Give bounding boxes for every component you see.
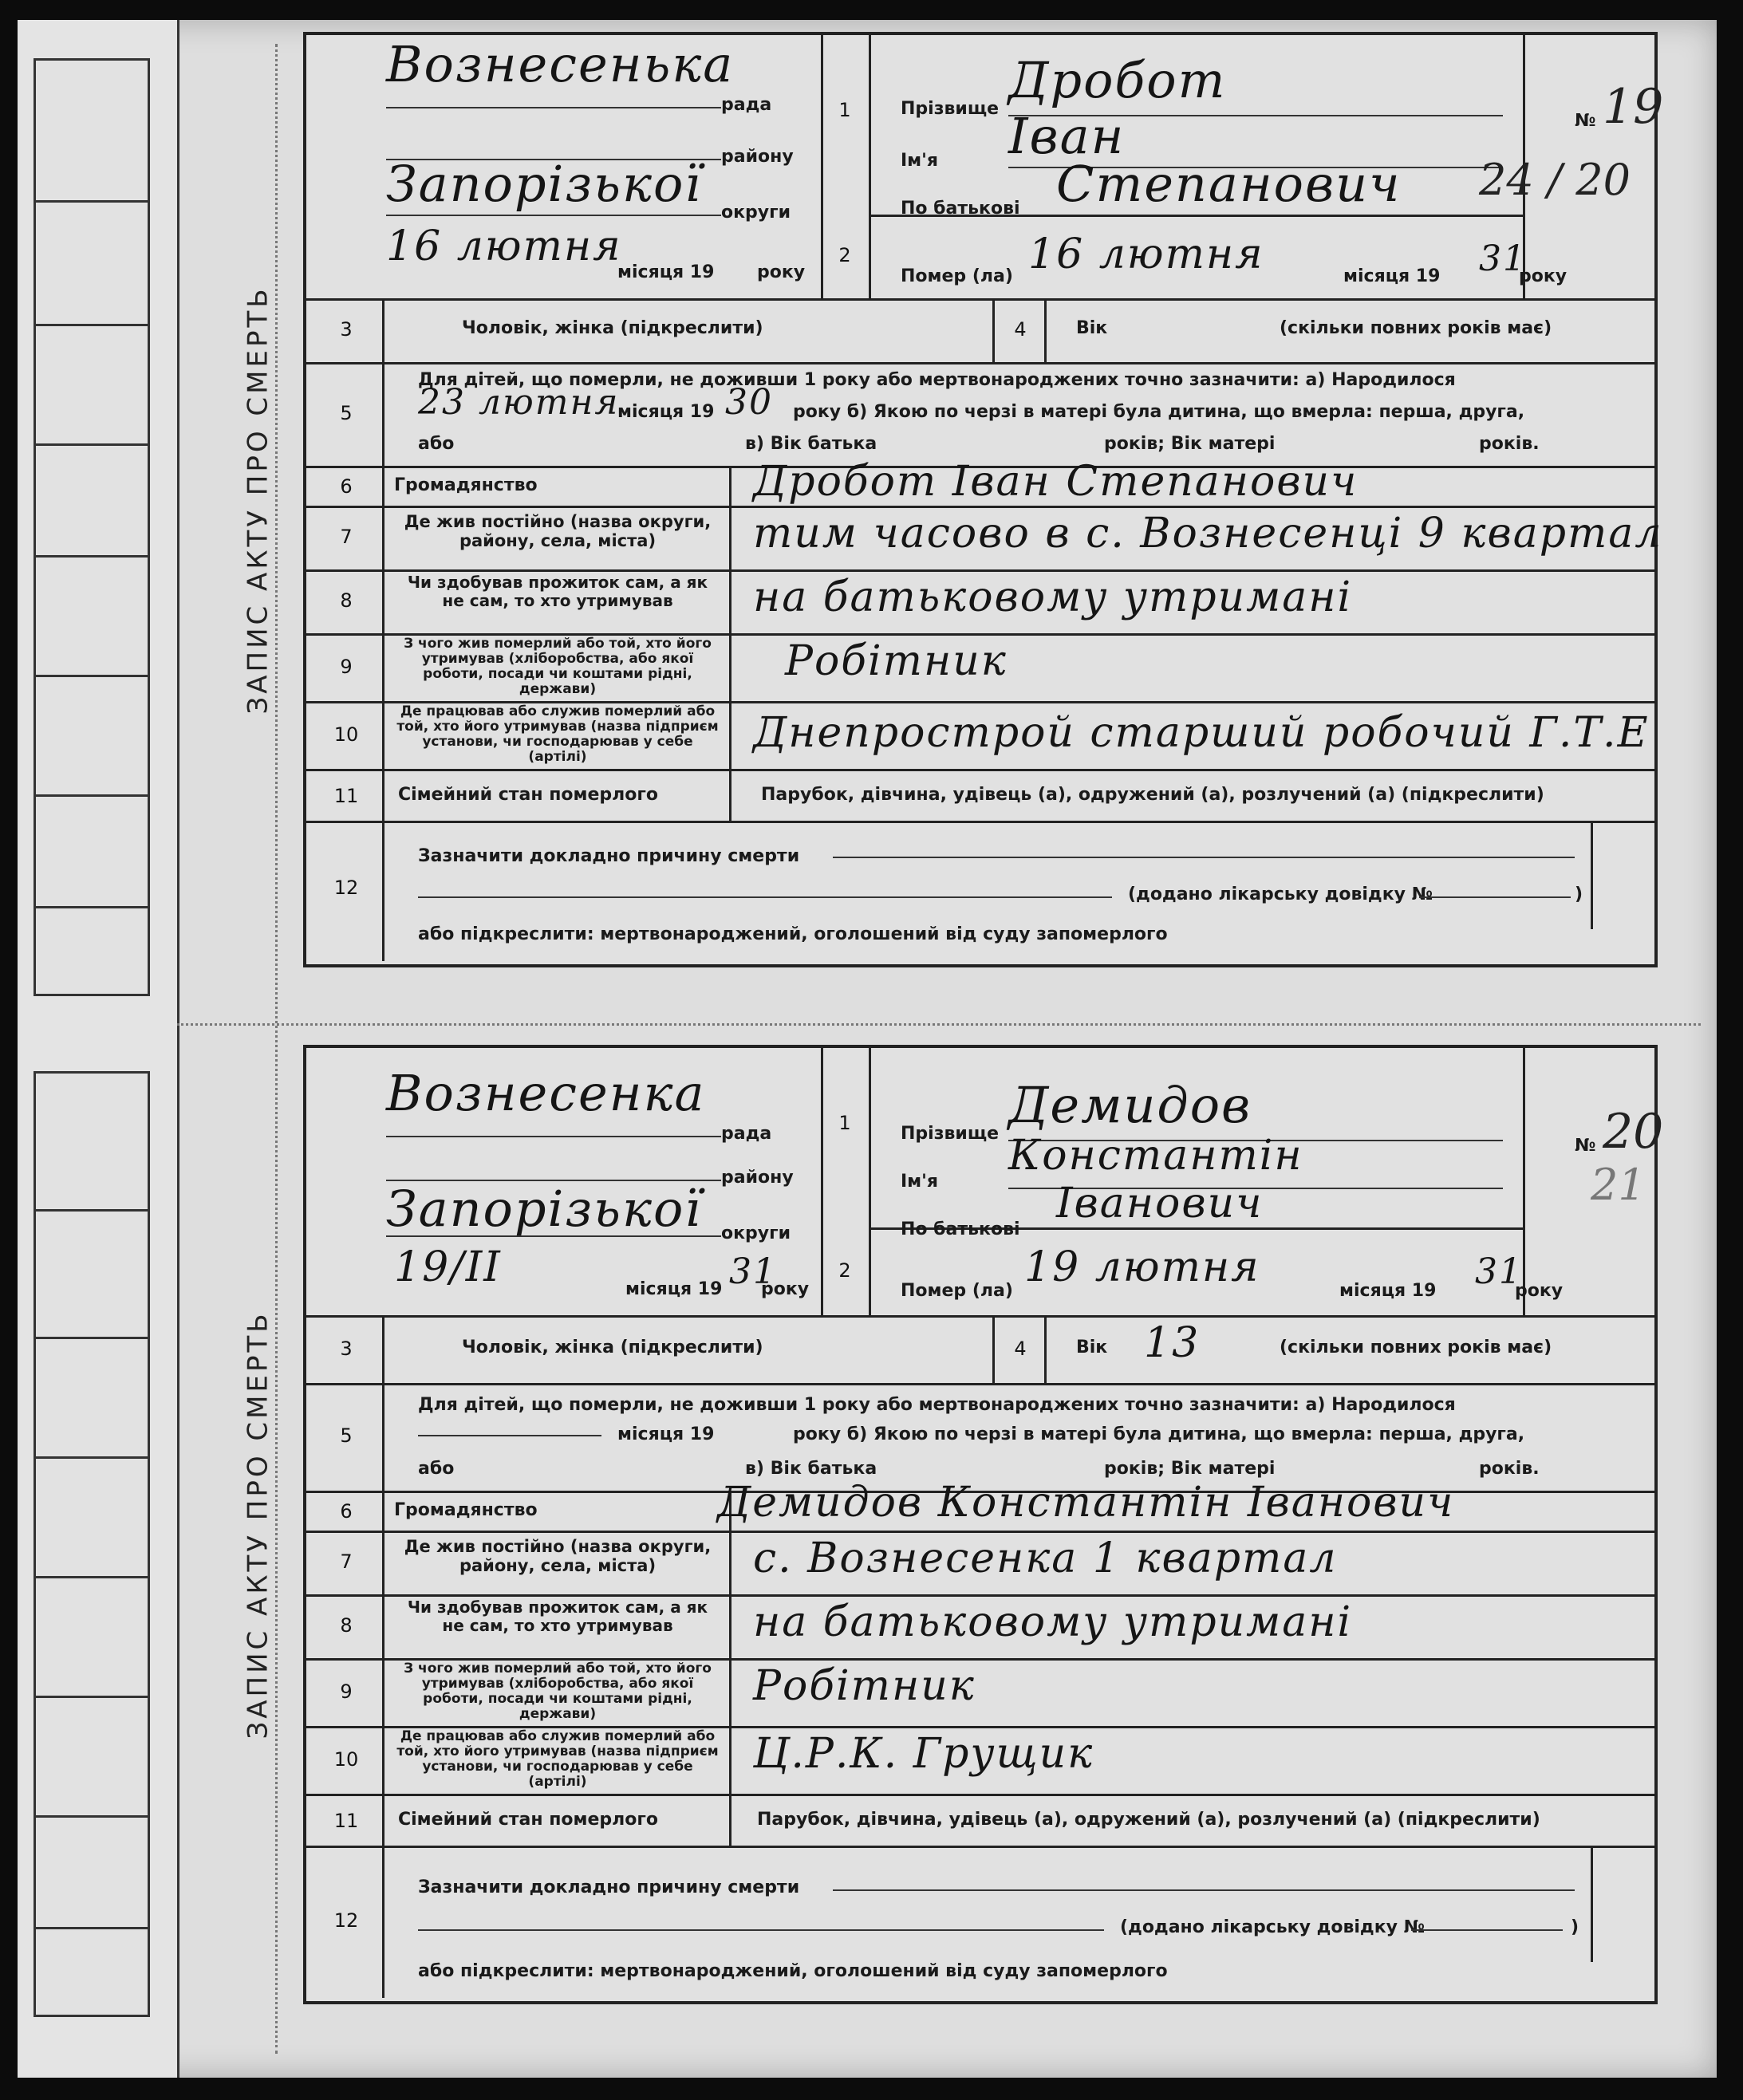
perforation-horizontal [177, 1023, 1701, 1026]
cause-label: Зазначити докладно причину смерти [418, 846, 800, 866]
roku-label: року [757, 262, 806, 282]
children-instr-3c: років; Вік матері [1104, 1459, 1276, 1479]
children-instr-3d: років. [1479, 1459, 1540, 1479]
surname-label: Прізвище [901, 1124, 1000, 1144]
number-sign: № [1575, 1136, 1596, 1156]
row-number: 11 [333, 785, 359, 807]
children-instr-2b: року б) Якою по черзі в матері була дитина, що вмерла: перша, друга, [793, 402, 1525, 422]
children-instr-3a: або [418, 434, 455, 454]
died-year-value: 31 [1475, 1251, 1523, 1292]
row-workplace [306, 701, 1654, 771]
children-instr-3b: в) Вік батька [745, 434, 877, 454]
row-sex-age [306, 1315, 1654, 1385]
row-number: 7 [340, 1550, 353, 1573]
rada-label: рада [721, 95, 772, 115]
row-number: 12 [333, 1909, 359, 1932]
workplace-label: Де працював або служив померлий або той, хто його утримував (назва підприєм установи, чи господарював у себе (артілі) [396, 1728, 719, 1790]
row-number: 3 [340, 318, 353, 341]
rayonu-label: району [721, 147, 794, 167]
certificate-close: ) [1575, 885, 1583, 904]
row-source [306, 1658, 1654, 1728]
workplace-value: Ц.Р.К. Грущик [753, 1730, 1094, 1778]
children-instr-1: Для дітей, що померли, не доживши 1 року або мертвонароджених точно зазначити: а) Народилося [418, 370, 1456, 390]
rada-label: рада [721, 1124, 772, 1144]
citizenship-value: Дробот Іван Степанович [753, 458, 1359, 506]
death-record-1 [243, 32, 1664, 967]
livelihood-value: на батьковому утримані [753, 1598, 1353, 1646]
livelihood-value: на батьковому утримані [753, 573, 1353, 621]
row-number: 10 [333, 723, 359, 746]
age-hint: (скільки повних років має) [1280, 318, 1552, 338]
row-number: 4 [1014, 1338, 1027, 1360]
record-number: 19 [1603, 79, 1664, 135]
okruhy-label: округи [721, 203, 791, 223]
citizenship-label: Громадянство [394, 1500, 538, 1520]
name-value: Константін [1008, 1132, 1303, 1180]
certificate-close: ) [1571, 1917, 1579, 1937]
row-number: 8 [340, 1614, 353, 1637]
row-sex-age [306, 298, 1654, 364]
month-label: місяця 19 [617, 262, 715, 282]
row-number: 5 [340, 1424, 353, 1447]
residence-value: с. Вознесенка 1 квартал [753, 1535, 1338, 1582]
source-label: З чого жив померлий або той, хто його утримував (хліборобства, або якої роботи, посади чи коштами рідні, держави) [404, 1661, 712, 1722]
age-value: 13 [1144, 1319, 1201, 1367]
row-citizenship [306, 1479, 1654, 1533]
row-number: 10 [333, 1748, 359, 1771]
residence-label: Де жив постійно (назва округи, району, села, міста) [404, 1537, 712, 1575]
citizenship-label: Громадянство [394, 475, 538, 495]
birth-date-value: 23 лютня [418, 382, 620, 423]
row-number: 9 [340, 656, 353, 678]
died-month-label: місяця 19 [1339, 1281, 1437, 1301]
adjacent-grid-top [34, 58, 150, 996]
patronymic-value: Іванович [1056, 1180, 1264, 1227]
livelihood-label: Чи здобував прожиток сам, а як не сам, то хто утримував [407, 573, 708, 610]
children-instr-1: Для дітей, що померли, не доживши 1 року або мертвонароджених точно зазначити: а) Народилося [418, 1395, 1456, 1415]
died-date-value: 16 лютня [1028, 230, 1264, 278]
surname-value: Дробот [1008, 51, 1227, 109]
source-label: З чого жив померлий або той, хто його утримував (хліборобства, або якої роботи, посади чи коштами рідні, держави) [404, 636, 712, 697]
row-number: 6 [340, 1500, 353, 1523]
roku-label: року [761, 1279, 810, 1299]
marital-options: Парубок, дівчина, удівець (а), одружений (а), розлучений (а) (підкреслити) [757, 1810, 1540, 1830]
okruhy-label: округи [721, 1223, 791, 1243]
died-roku-label: року [1519, 266, 1568, 286]
residence-value: тим часово в с. Вознесенці 9 квартал [753, 510, 1663, 558]
row-number: 9 [340, 1680, 353, 1703]
row-number: 2 [838, 1259, 851, 1282]
row-children [306, 1383, 1654, 1493]
died-date-value: 19 лютня [1024, 1243, 1260, 1291]
died-roku-label: року [1515, 1281, 1564, 1301]
row-number: 3 [340, 1338, 353, 1360]
row-cause [306, 1846, 1654, 1998]
source-value: Робітник [753, 1662, 976, 1710]
certificate-label: (додано лікарську довідку № [1128, 885, 1433, 904]
row-citizenship [306, 458, 1654, 508]
row-livelihood [306, 1594, 1654, 1661]
source-value: Робітник [785, 637, 1008, 685]
record-number-side: 24 / 20 [1479, 155, 1631, 205]
surname-label: Прізвище [901, 99, 1000, 119]
died-month-label: місяця 19 [1343, 266, 1441, 286]
age-label: Вік [1076, 318, 1108, 338]
okruha-value: Запорізької [386, 155, 703, 213]
record-number-side: 21 [1591, 1160, 1646, 1210]
row-residence [306, 506, 1663, 572]
row-cause [306, 821, 1654, 961]
sex-label: Чоловік, жінка (підкреслити) [462, 318, 763, 338]
stillborn-label: або підкреслити: мертвонароджений, оголошений від суду запомерлого [418, 924, 1168, 944]
adjacent-grid-bottom [34, 1071, 150, 2017]
row-workplace [306, 1726, 1654, 1796]
okruha-value: Запорізької [386, 1180, 703, 1238]
name-label: Ім'я [901, 1172, 939, 1192]
rada-value: Вознесенька [386, 35, 735, 93]
row-number: 7 [340, 526, 353, 548]
side-title: ЗАПИС АКТУ ПРО СМЕРТЬ [243, 285, 274, 715]
stillborn-label: або підкреслити: мертвонароджений, оголошений від суду запомерлого [418, 1961, 1168, 1981]
certificate-label: (додано лікарську довідку № [1120, 1917, 1426, 1937]
record-number: 20 [1603, 1104, 1664, 1160]
row-residence [306, 1531, 1654, 1597]
age-label: Вік [1076, 1338, 1108, 1357]
children-instr-3d: років. [1479, 434, 1540, 454]
row-number: 12 [333, 877, 359, 899]
rada-value: Вознесенка [386, 1064, 706, 1122]
workplace-label: Де працював або служив померлий або той, хто його утримував (назва підприєм установи, чи господарював у себе (артілі) [396, 703, 719, 765]
marital-options: Парубок, дівчина, удівець (а), одружений (а), розлучений (а) (підкреслити) [761, 785, 1544, 805]
row-marital [306, 1794, 1654, 1848]
row-livelihood [306, 569, 1654, 636]
row-number: 5 [340, 402, 353, 424]
header-block [306, 35, 1664, 301]
date-left-value: 19/II [394, 1243, 502, 1291]
cause-label: Зазначити докладно причину смерти [418, 1877, 800, 1897]
residence-label: Де жив постійно (назва округи, району, села, міста) [404, 512, 712, 550]
children-instr-2b: року б) Якою по черзі в матері була дитина, що вмерла: перша, друга, [793, 1424, 1525, 1444]
died-label: Помер (ла) [901, 266, 1013, 286]
birth-year-value: 30 [725, 382, 773, 423]
row-source [306, 633, 1654, 703]
children-instr-2a: місяця 19 [617, 1424, 715, 1444]
row-number: 1 [838, 1112, 851, 1134]
row-number: 1 [838, 99, 851, 121]
livelihood-label: Чи здобував прожиток сам, а як не сам, то хто утримував [407, 1598, 708, 1635]
children-instr-3a: або [418, 1459, 455, 1479]
citizenship-value: Демидов Константін Іванович [717, 1479, 1455, 1527]
row-marital [306, 769, 1654, 823]
workplace-value: Днепрострой старший робочий Г.Т.Е [753, 709, 1650, 757]
header-block [306, 1048, 1664, 1318]
date-left-value: 16 лютня [386, 223, 622, 270]
rayonu-label: району [721, 1168, 794, 1188]
children-instr-3c: років; Вік матері [1104, 434, 1276, 454]
children-instr-2a: місяця 19 [617, 402, 715, 422]
row-number: 11 [333, 1810, 359, 1832]
number-sign: № [1575, 111, 1596, 131]
adjacent-page-strip [18, 20, 179, 2078]
surname-value: Демидов [1008, 1076, 1252, 1134]
died-label: Помер (ла) [901, 1281, 1013, 1301]
month-label: місяця 19 [625, 1279, 723, 1299]
row-number: 2 [838, 244, 851, 266]
row-number: 6 [340, 475, 353, 498]
row-children [306, 362, 1654, 468]
patronymic-label: По батькові [901, 1219, 1020, 1239]
side-title: ЗАПИС АКТУ ПРО СМЕРТЬ [243, 1310, 274, 1739]
name-value: Іван [1008, 107, 1126, 165]
row-number: 4 [1014, 318, 1027, 341]
age-hint: (скільки повних років має) [1280, 1338, 1552, 1357]
children-instr-3b: в) Вік батька [745, 1459, 877, 1479]
marital-label: Сімейний стан померлого [398, 1810, 658, 1830]
died-year-value: 31 [1479, 238, 1527, 279]
death-record-2 [243, 1045, 1664, 2004]
name-label: Ім'я [901, 151, 939, 171]
sex-label: Чоловік, жінка (підкреслити) [462, 1338, 763, 1357]
patronymic-label: По батькові [901, 199, 1020, 219]
row-number: 8 [340, 589, 353, 612]
patronymic-value: Степанович [1056, 155, 1402, 213]
date-left-year: 31 [729, 1251, 777, 1292]
marital-label: Сімейний стан померлого [398, 785, 658, 805]
